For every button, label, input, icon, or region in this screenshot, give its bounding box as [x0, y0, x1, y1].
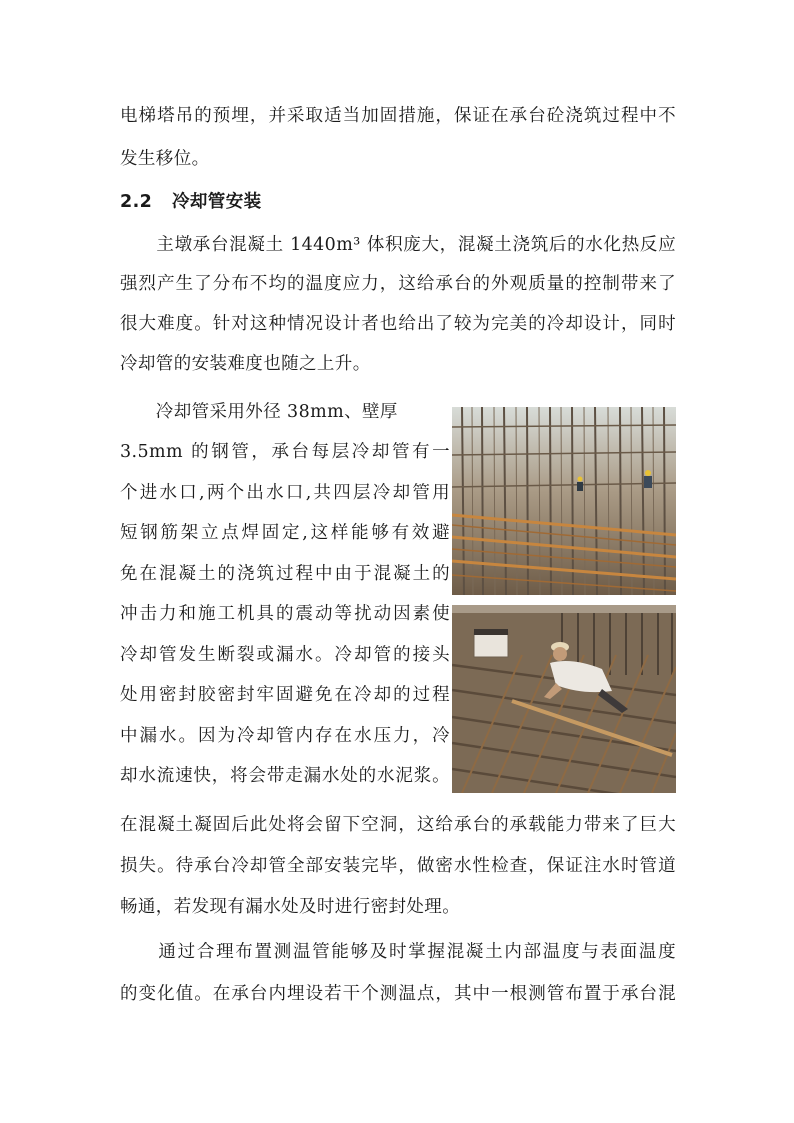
body-text-line: 冷却管的安装难度也随之上升。	[120, 354, 371, 374]
worker-installing-pipe-photo	[452, 605, 676, 793]
body-text-line: 电梯塔吊的预埋，并采取适当加固措施，保证在承台砼浇筑过程中不	[120, 106, 676, 126]
rebar-cage-photo	[452, 407, 676, 595]
body-text-line: 主墩承台混凝土 1440m³ 体积庞大，混凝土浇筑后的水化热反应	[120, 235, 676, 255]
body-text-line: 发生移位。	[120, 149, 210, 169]
body-text-line: 畅通，若发现有漏水处及时进行密封处理。	[120, 897, 461, 917]
body-text-line: 处用密封胶密封牢固避免在冷却的过程	[120, 685, 450, 705]
body-text-line: 免在混凝土的浇筑过程中由于混凝土的	[120, 564, 450, 584]
body-text-line: 却水流速快，将会带走漏水处的水泥浆。	[120, 766, 450, 786]
section-title: 冷却管安装	[172, 192, 262, 212]
body-text-line: 短钢筋架立点焊固定,这样能够有效避	[120, 523, 450, 543]
body-text-line: 3.5mm 的钢管，承台每层冷却管有一	[120, 442, 450, 462]
body-text-line: 强烈产生了分布不均的温度应力，这给承台的外观质量的控制带来了	[120, 274, 676, 294]
body-text-line: 冷却管采用外径 38mm、壁厚	[120, 402, 398, 422]
body-text-line: 很大难度。针对这种情况设计者也给出了较为完美的冷却设计，同时	[120, 314, 676, 334]
body-text-line: 在混凝土凝固后此处将会留下空洞，这给承台的承载能力带来了巨大	[120, 815, 676, 835]
body-text-line: 通过合理布置测温管能够及时掌握混凝土内部温度与表面温度	[120, 942, 676, 962]
body-text-line: 的变化值。在承台内埋设若干个测温点，其中一根测管布置于承台混	[120, 984, 676, 1004]
section-number: 2.2	[120, 192, 153, 212]
section-heading	[120, 190, 676, 214]
body-text-line: 冲击力和施工机具的震动等扰动因素使	[120, 604, 450, 624]
body-text-line: 冷却管发生断裂或漏水。冷却管的接头	[120, 645, 450, 665]
body-text-line: 个进水口,两个出水口,共四层冷却管用	[120, 483, 450, 503]
body-text-line: 中漏水。因为冷却管内存在水压力，冷	[120, 726, 450, 746]
body-text-line: 损失。待承台冷却管全部安装完毕，做密水性检查，保证注水时管道	[120, 856, 676, 876]
